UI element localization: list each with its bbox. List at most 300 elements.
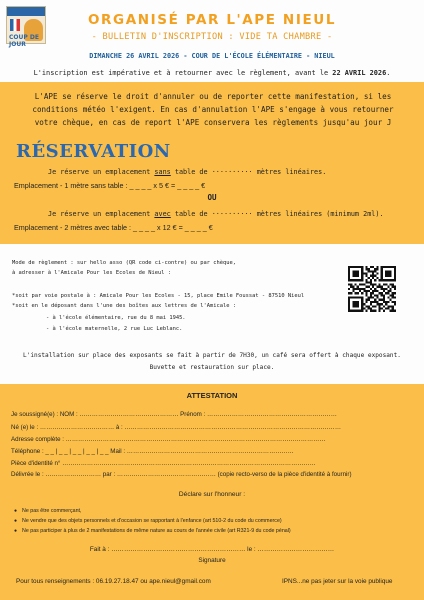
qr-module	[355, 310, 357, 312]
qr-module	[383, 301, 385, 303]
qr-module	[348, 277, 350, 279]
qr-module	[365, 275, 367, 277]
qr-module	[363, 290, 365, 292]
qr-module	[392, 294, 394, 296]
qr-module	[372, 270, 374, 272]
qr-module	[348, 283, 350, 285]
qr-module	[392, 286, 394, 288]
qr-module	[352, 301, 354, 303]
qr-module	[365, 266, 367, 268]
qr-module	[352, 290, 354, 292]
qr-module	[389, 273, 391, 275]
qr-module	[394, 292, 396, 294]
qr-module	[394, 297, 396, 299]
qr-module	[383, 299, 385, 301]
qr-module	[374, 299, 376, 301]
qr-module	[348, 279, 350, 281]
qr-module	[361, 273, 363, 275]
qr-module	[365, 299, 367, 301]
qr-module	[379, 305, 381, 307]
qr-module	[385, 275, 387, 277]
qr-module	[348, 275, 350, 277]
qr-module	[383, 294, 385, 296]
qr-module	[352, 303, 354, 305]
qr-module	[392, 279, 394, 281]
qr-module	[352, 266, 354, 268]
qr-module	[361, 301, 363, 303]
qr-module	[368, 299, 370, 301]
conditions-line: conditions météo l'exigent. En cas d'annulation l'APE s'engage à vous retourner	[32, 105, 394, 114]
qr-module	[394, 301, 396, 303]
qr-module	[348, 301, 350, 303]
qr-module	[385, 279, 387, 281]
payment-by-mailbox: *soit en le déposant dans l'une des boîtes aux lettres de l'Amicale :	[12, 303, 236, 309]
qr-module	[383, 305, 385, 307]
qr-module	[361, 297, 363, 299]
qr-module	[374, 283, 376, 285]
qr-module	[363, 283, 365, 285]
qr-module	[355, 292, 357, 294]
qr-module	[348, 307, 350, 309]
qr-module	[361, 268, 363, 270]
qr-module	[387, 286, 389, 288]
place-date-field[interactable]: Fait à : ……………………………………………………… le : ………………………………	[89, 546, 335, 553]
qr-module	[355, 301, 357, 303]
qr-module	[387, 270, 389, 272]
qr-module	[372, 297, 374, 299]
qr-module	[368, 281, 370, 283]
or-separator: OU	[207, 193, 217, 202]
signature-label: Signature	[198, 557, 226, 564]
qr-module	[383, 310, 385, 312]
qr-module	[385, 266, 387, 268]
qr-module	[387, 273, 389, 275]
qr-module	[381, 268, 383, 270]
qr-module	[350, 266, 352, 268]
qr-module	[352, 286, 354, 288]
qr-module	[363, 288, 365, 290]
qr-module	[368, 305, 370, 307]
payment-mode: Mode de règlement : sur hello asso (QR code ci-contre) ou par chèque,	[12, 260, 236, 266]
qr-module	[379, 307, 381, 309]
reservation-heading: RÉSERVATION	[16, 141, 171, 162]
qr-module	[363, 303, 365, 305]
qr-module	[389, 299, 391, 301]
qr-module	[387, 292, 389, 294]
phone-mail-field[interactable]: Téléphone : _ _ | _ _ | _ _ | _ _ | _ _ Mail : ………………………………………………………………………	[11, 448, 294, 455]
qr-module	[361, 310, 363, 312]
qr-module	[381, 288, 383, 290]
qr-module	[348, 270, 350, 272]
qr-module	[381, 294, 383, 296]
qr-module	[379, 299, 381, 301]
qr-module	[348, 266, 350, 268]
qr-module	[372, 292, 374, 294]
qr-module	[374, 305, 376, 307]
qr-module	[368, 270, 370, 272]
qr-module	[370, 288, 372, 290]
qr-module	[361, 279, 363, 281]
qr-module	[359, 283, 361, 285]
qr-module	[387, 305, 389, 307]
qr-module	[374, 294, 376, 296]
qr-module	[350, 292, 352, 294]
qr-module	[365, 268, 367, 270]
qr-module	[385, 288, 387, 290]
qr-module	[352, 297, 354, 299]
declaration-item: ● Ne pas participer à plus de 2 manifestations de même nature au cours de l'année civile (art R321-9 du code pénal)	[22, 528, 291, 534]
qr-module	[374, 310, 376, 312]
qr-module	[385, 273, 387, 275]
attestation-title: ATTESTATION	[186, 391, 238, 400]
qr-module	[385, 270, 387, 272]
qr-module	[355, 303, 357, 305]
qr-module	[381, 277, 383, 279]
qr-module	[374, 268, 376, 270]
qr-module	[365, 281, 367, 283]
qr-module	[357, 266, 359, 268]
qr-module	[389, 283, 391, 285]
qr-module	[370, 283, 372, 285]
qr-module	[370, 303, 372, 305]
qr-module	[392, 305, 394, 307]
qr-module	[379, 279, 381, 281]
qr-module	[359, 290, 361, 292]
qr-module	[376, 301, 378, 303]
qr-module	[389, 275, 391, 277]
qr-module	[383, 283, 385, 285]
qr-module	[394, 273, 396, 275]
qr-module	[352, 305, 354, 307]
qr-module	[348, 303, 350, 305]
qr-module	[361, 270, 363, 272]
qr-module	[370, 292, 372, 294]
qr-module	[357, 301, 359, 303]
price-with-table[interactable]: Emplacement - 2 mètres avec table : _ _ _ _ x 12 € = _ _ _ _ €	[14, 223, 213, 232]
qr-module	[376, 273, 378, 275]
qr-module	[359, 297, 361, 299]
qr-module	[394, 310, 396, 312]
qr-module	[379, 310, 381, 312]
page-subtitle: - BULLETIN D'INSCRIPTION : VIDE TA CHAMBRE -	[91, 32, 333, 42]
intro-text: L'inscription est impérative et à retourner avec le règlement, avant le 22 AVRIL 2026.	[33, 69, 391, 77]
qr-module	[359, 279, 361, 281]
qr-module	[352, 275, 354, 277]
qr-module	[374, 288, 376, 290]
qr-module	[365, 290, 367, 292]
qr-module	[394, 266, 396, 268]
qr-module	[389, 290, 391, 292]
qr-module	[385, 292, 387, 294]
qr-module	[392, 307, 394, 309]
qr-module	[359, 310, 361, 312]
qr-module	[374, 275, 376, 277]
qr-module	[387, 279, 389, 281]
qr-module	[383, 297, 385, 299]
qr-module	[365, 294, 367, 296]
qr-module	[394, 275, 396, 277]
qr-module	[368, 307, 370, 309]
qr-module	[352, 279, 354, 281]
qr-module	[394, 268, 396, 270]
qr-module	[383, 290, 385, 292]
qr-module	[370, 279, 372, 281]
qr-module	[376, 303, 378, 305]
qr-module	[361, 277, 363, 279]
qr-module	[350, 286, 352, 288]
qr-module	[392, 297, 394, 299]
qr-module	[392, 310, 394, 312]
qr-module	[385, 307, 387, 309]
qr-module	[387, 301, 389, 303]
qr-module	[363, 307, 365, 309]
qr-module	[352, 288, 354, 290]
qr-module	[348, 288, 350, 290]
qr-module	[352, 273, 354, 275]
qr-module	[372, 301, 374, 303]
qr-module	[381, 286, 383, 288]
qr-module	[368, 286, 370, 288]
qr-module	[361, 307, 363, 309]
qr-module	[389, 294, 391, 296]
qr-module	[376, 268, 378, 270]
qr-module	[383, 266, 385, 268]
qr-module	[372, 290, 374, 292]
qr-module	[368, 290, 370, 292]
qr-module	[365, 279, 367, 281]
qr-module	[370, 310, 372, 312]
qr-module	[392, 292, 394, 294]
qr-module	[387, 275, 389, 277]
qr-module	[385, 301, 387, 303]
mailbox-elementary: - à l'école élémentaire, rue du 8 mai 1945.	[46, 315, 186, 321]
qr-module	[385, 283, 387, 285]
qr-module	[355, 297, 357, 299]
qr-module	[357, 310, 359, 312]
qr-module	[361, 292, 363, 294]
qr-module	[385, 303, 387, 305]
qr-module	[357, 303, 359, 305]
qr-module	[357, 288, 359, 290]
qr-module	[376, 290, 378, 292]
qr-module	[348, 268, 350, 270]
qr-module	[381, 279, 383, 281]
deadline-date: 22 AVRIL 2026	[332, 69, 387, 77]
qr-module	[370, 270, 372, 272]
qr-module	[348, 305, 350, 307]
reservation-without-table: Je réserve un emplacement sans table de ·········· mètres linéaires.	[48, 168, 327, 176]
qr-module	[379, 283, 381, 285]
qr-module	[381, 307, 383, 309]
qr-module	[392, 266, 394, 268]
qr-module	[348, 297, 350, 299]
id-number-field[interactable]: Pièce d'identité n° ……………………………………………………………………………………………………………	[11, 460, 316, 467]
qr-module	[387, 297, 389, 299]
conditions-text	[14, 90, 412, 129]
qr-module	[374, 290, 376, 292]
qr-module	[368, 277, 370, 279]
event-date-location: DIMANCHE 26 AVRIL 2026 - COUR DE L'ÉCOLE ÉLÉMENTAIRE - NIEUL	[89, 52, 335, 60]
qr-module	[392, 301, 394, 303]
qr-module	[365, 273, 367, 275]
qr-code-icon[interactable]	[348, 266, 396, 314]
qr-module	[372, 286, 374, 288]
qr-module	[370, 297, 372, 299]
qr-module	[376, 297, 378, 299]
qr-module	[352, 310, 354, 312]
qr-module	[348, 299, 350, 301]
qr-module	[368, 268, 370, 270]
page-title: ORGANISÉ PAR L'APE NIEUL	[87, 12, 337, 28]
qr-module	[348, 310, 350, 312]
qr-module	[389, 266, 391, 268]
qr-module	[357, 292, 359, 294]
qr-module	[372, 277, 374, 279]
qr-module	[394, 303, 396, 305]
qr-module	[372, 310, 374, 312]
qr-module	[383, 288, 385, 290]
qr-module	[394, 288, 396, 290]
qr-module	[361, 283, 363, 285]
qr-module	[361, 299, 363, 301]
conditions-line: L'APE se réserve le droit d'annuler ou de reporter cette manifestation, si les	[34, 92, 392, 101]
qr-module	[370, 301, 372, 303]
qr-module	[357, 305, 359, 307]
qr-module	[389, 279, 391, 281]
qr-module	[361, 288, 363, 290]
qr-module	[379, 292, 381, 294]
qr-module	[372, 275, 374, 277]
birth-field[interactable]: Né (e) le : ……………………………… à : ……………………………………………………………………………………………	[11, 424, 342, 431]
contact-info: Pour tous renseignements : 06.19.27.18.47 ou ape.nieul@gmail.com	[16, 578, 211, 585]
declaration-item: ● Ne vendre que des objets personnels et d'occasion se rapportant à l'enfance (art 510-2 du code du commerce)	[22, 518, 282, 524]
qr-module	[381, 303, 383, 305]
qr-module	[389, 270, 391, 272]
qr-module	[376, 286, 378, 288]
qr-module	[383, 279, 385, 281]
qr-module	[357, 270, 359, 272]
qr-module	[355, 275, 357, 277]
qr-module	[394, 277, 396, 279]
qr-module	[394, 270, 396, 272]
qr-module	[357, 286, 359, 288]
qr-module	[355, 273, 357, 275]
installation-info: L'installation sur place des exposants se fait à partir de 7H30, un café sera offert à chaque exposant.	[23, 352, 401, 359]
reservation-with-table: Je réserve un emplacement avec table de ·········· mètres linéaires (minimum 2ml).	[48, 210, 384, 218]
qr-module	[389, 310, 391, 312]
qr-module	[357, 279, 359, 281]
qr-module	[374, 270, 376, 272]
qr-module	[361, 266, 363, 268]
id-issued-field[interactable]: Délivrée le : ……………………… par : ………………………………………… (copie recto-verso de la pièce d'identité à fournir)	[11, 471, 352, 478]
qr-module	[350, 279, 352, 281]
name-field[interactable]: Je soussigné(e) : NOM : ………………………………………… Prénom : ………………………………………………………	[11, 411, 337, 418]
qr-module	[387, 266, 389, 268]
qr-module	[372, 266, 374, 268]
qr-module	[381, 292, 383, 294]
qr-module	[348, 292, 350, 294]
qr-module	[372, 305, 374, 307]
declaration-item: ● Ne pas être commerçant,	[22, 508, 81, 514]
qr-module	[352, 270, 354, 272]
qr-module	[363, 273, 365, 275]
ipns-notice: IPNS...ne pas jeter sur la voie publique	[282, 578, 393, 585]
mailbox-nursery: - à l'école maternelle, 2 rue Luc Leblanc.	[46, 326, 183, 332]
qr-module	[355, 283, 357, 285]
qr-module	[355, 279, 357, 281]
qr-module	[389, 288, 391, 290]
qr-module	[370, 266, 372, 268]
qr-module	[355, 266, 357, 268]
qr-module	[389, 305, 391, 307]
qr-module	[348, 273, 350, 275]
qr-module	[379, 303, 381, 305]
qr-module	[381, 299, 383, 301]
qr-module	[365, 286, 367, 288]
qr-module	[376, 294, 378, 296]
qr-module	[387, 307, 389, 309]
qr-module	[394, 286, 396, 288]
qr-module	[357, 273, 359, 275]
qr-module	[376, 266, 378, 268]
qr-module	[361, 275, 363, 277]
qr-module	[392, 283, 394, 285]
qr-module	[361, 305, 363, 307]
qr-module	[357, 297, 359, 299]
qr-module	[387, 290, 389, 292]
conditions-line: votre chèque, en cas de report l'APE conservera les règlements jusqu'au jour J	[34, 118, 392, 127]
payment-by-post: *soit par voie postale à : Amicale Pour les Ecoles - 15, place Emile Foussat - 87510 Nieul	[12, 293, 305, 299]
qr-module	[355, 270, 357, 272]
refreshments-info: Buvette et restauration sur place.	[149, 364, 275, 371]
qr-module	[355, 288, 357, 290]
logo-text: COUP DE JOUR	[9, 34, 39, 48]
qr-module	[379, 286, 381, 288]
qr-module	[350, 297, 352, 299]
price-without-table[interactable]: Emplacement - 1 mètre sans table : _ _ _ _ x 5 € = _ _ _ _ €	[14, 181, 206, 190]
qr-module	[374, 301, 376, 303]
qr-module	[365, 305, 367, 307]
qr-module	[381, 273, 383, 275]
declaration-heading: Déclare sur l'honneur :	[178, 491, 246, 498]
qr-module	[372, 283, 374, 285]
address-field[interactable]: Adresse complète : ………………………………………………………………………………………………………………	[11, 436, 326, 443]
qr-module	[365, 310, 367, 312]
qr-module	[350, 310, 352, 312]
qr-module	[359, 266, 361, 268]
qr-module	[357, 275, 359, 277]
qr-module	[361, 303, 363, 305]
qr-module	[381, 266, 383, 268]
qr-module	[365, 301, 367, 303]
qr-module	[370, 275, 372, 277]
qr-module	[370, 307, 372, 309]
qr-module	[370, 294, 372, 296]
qr-module	[372, 273, 374, 275]
qr-module	[381, 275, 383, 277]
qr-module	[365, 292, 367, 294]
qr-module	[374, 279, 376, 281]
qr-module	[370, 281, 372, 283]
qr-module	[350, 283, 352, 285]
qr-module	[355, 305, 357, 307]
qr-module	[368, 297, 370, 299]
qr-module	[359, 288, 361, 290]
qr-module	[394, 279, 396, 281]
qr-module	[376, 277, 378, 279]
qr-module	[381, 270, 383, 272]
payment-address-intro: à adresser à l'Amicale Pour les Ecoles de Nieul :	[12, 270, 172, 276]
